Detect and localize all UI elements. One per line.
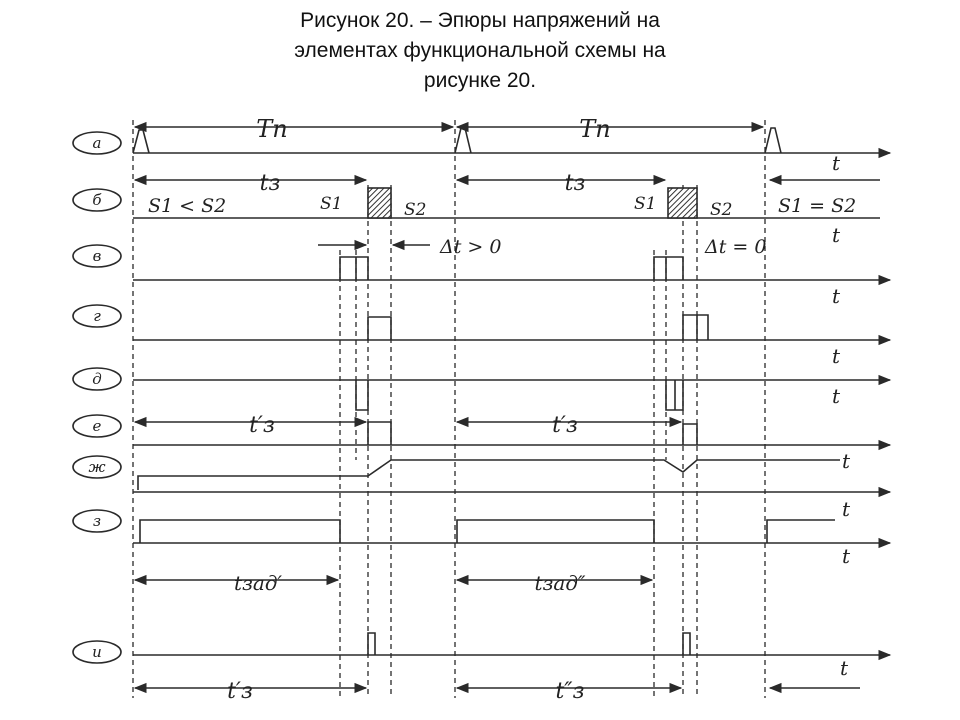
axis-t-d: t xyxy=(832,384,841,408)
pulse-i-2 xyxy=(683,633,690,655)
waveform-v xyxy=(133,245,890,280)
pulse-g-2 xyxy=(683,315,708,340)
label-s2-a: S2 xyxy=(404,200,427,220)
svg-text:и: и xyxy=(92,643,102,661)
label-s1-a: S1 xyxy=(320,194,343,214)
caption-line-1: Рисунок 20. – Эпюры напряжений на xyxy=(300,9,660,32)
waveform-zh xyxy=(133,460,890,492)
row-label-z xyxy=(73,510,121,532)
axis-t-e: t xyxy=(842,449,851,473)
axis-t-b: t xyxy=(832,223,841,247)
label-dt-gt-0: Δt > 0 xyxy=(440,236,502,258)
axis-t-z: t xyxy=(842,544,851,568)
svg-text:е: е xyxy=(92,417,102,435)
svg-text:а: а xyxy=(92,134,102,152)
label-tz-prime-1: t′з xyxy=(249,413,275,438)
pulse-z-2 xyxy=(457,520,654,543)
label-tzad-dprime: tзад″ xyxy=(534,571,586,595)
row-label-i xyxy=(73,641,121,663)
svg-text:д: д xyxy=(92,370,102,388)
waveform-a xyxy=(133,127,890,153)
waveform-g xyxy=(133,315,890,340)
caption-line-3: рисунке 20. xyxy=(423,69,537,92)
row-label-b xyxy=(73,189,121,211)
waveform-d xyxy=(133,380,890,410)
axis-t-a: t xyxy=(832,151,841,175)
label-tz-final-2: t″з xyxy=(555,679,585,704)
row-labels xyxy=(73,132,121,663)
label-tz-prime-2: t′з xyxy=(552,413,578,438)
pulse-e-1 xyxy=(368,422,391,445)
label-tzad-prime: tзад′ xyxy=(233,571,283,595)
label-s2-b: S2 xyxy=(710,200,733,220)
pulse-i-1 xyxy=(368,633,375,655)
axis-t-g: t xyxy=(832,344,841,368)
overlap-block-2 xyxy=(668,188,697,218)
pulse-z-1 xyxy=(140,520,340,543)
row-label-d xyxy=(73,368,121,390)
svg-text:в: в xyxy=(92,247,102,265)
label-dt-eq-0: Δt = 0 xyxy=(705,236,767,258)
row-label-g xyxy=(73,305,121,327)
diagram-labels xyxy=(148,115,856,704)
label-tz-final-1: t′з xyxy=(227,679,253,704)
svg-text:г: г xyxy=(93,307,101,325)
overlap-block-1 xyxy=(368,188,391,218)
axis-t-zh: t xyxy=(842,497,851,521)
waveform-b xyxy=(133,180,880,218)
label-tz-2: tз xyxy=(564,171,586,196)
row-label-zh xyxy=(73,456,121,478)
label-period-1: Tп xyxy=(256,115,288,143)
pulse-a-2 xyxy=(455,128,471,153)
pulse-a-3 xyxy=(765,128,781,153)
pulse-g-1 xyxy=(368,317,391,340)
row-label-e xyxy=(73,415,121,437)
row-label-v xyxy=(73,245,121,267)
svg-text:б: б xyxy=(92,191,102,209)
pulse-v-1 xyxy=(340,257,368,280)
label-period-2: Tп xyxy=(579,115,611,143)
pulse-v-2 xyxy=(654,257,683,280)
waveform-e xyxy=(133,422,890,445)
label-s1-eq-s2: S1 = S2 xyxy=(778,195,857,217)
axis-t-i: t xyxy=(840,656,849,680)
row-label-a xyxy=(73,132,121,154)
trace-zh xyxy=(138,460,840,490)
pulse-d-1 xyxy=(356,380,368,410)
pulse-a-1 xyxy=(133,130,149,153)
caption-line-2: элементах функциональной схемы на xyxy=(294,39,666,62)
axis-t-v: t xyxy=(832,284,841,308)
label-s1-lt-s2: S1 < S2 xyxy=(148,195,227,217)
pulse-e-2 xyxy=(683,424,697,445)
pulse-z-3 xyxy=(767,520,835,543)
svg-text:з: з xyxy=(92,512,102,530)
label-s1-b: S1 xyxy=(634,194,657,214)
label-tz-1: tз xyxy=(259,171,281,196)
svg-text:ж: ж xyxy=(88,458,106,476)
